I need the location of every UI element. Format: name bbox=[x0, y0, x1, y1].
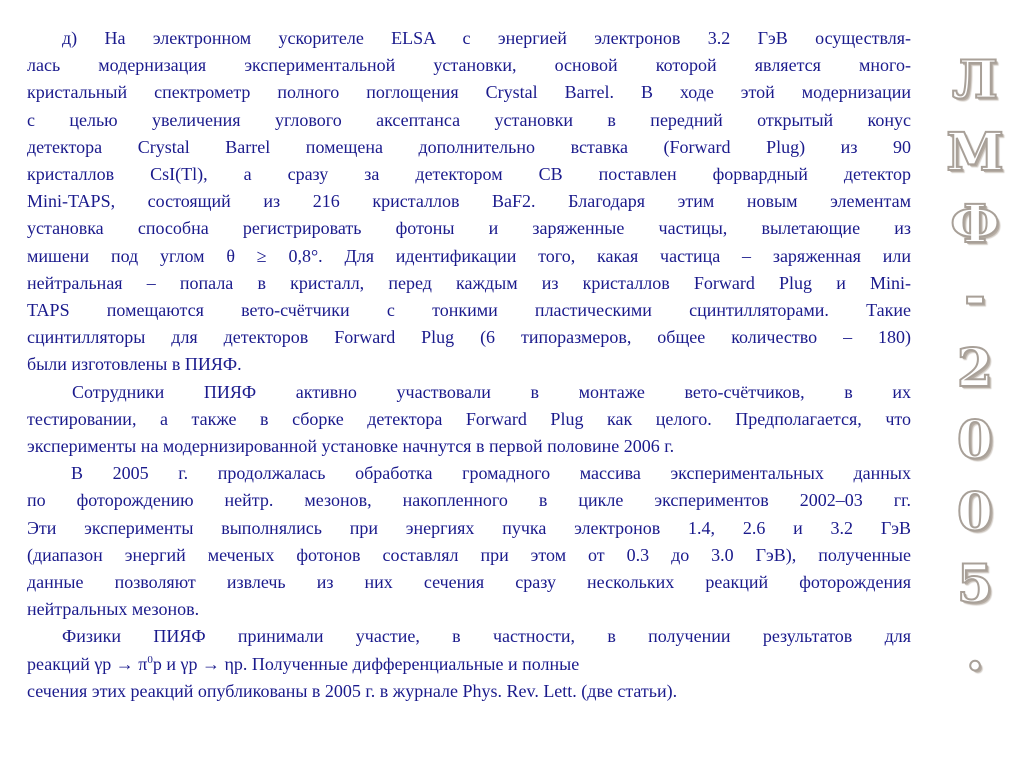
text-line: В 2005 г. продолжалась обработка громадного массива экспериментальных данных bbox=[71, 463, 911, 484]
text-line: с целью увеличения углового аксептанса установки в передний открытый конус bbox=[27, 109, 911, 130]
text-line: Mini-TAPS, состоящий из 216 кристаллов BaF2. Благодаря этим новым элементам bbox=[27, 191, 911, 212]
side-title-char: Л bbox=[952, 50, 998, 111]
text-line: детектора Crystal Barrel помещена дополнительно вставка (Forward Plug) из 90 bbox=[27, 136, 911, 157]
side-title-char: - bbox=[964, 266, 986, 327]
text-line: кристальный спектрометр полного поглощения Crystal Barrel. В ходе этой модернизации bbox=[27, 82, 911, 103]
paragraph-2 bbox=[27, 379, 911, 461]
side-title-char: М bbox=[946, 122, 1004, 183]
side-title-char: 2 bbox=[956, 338, 994, 399]
side-title-char: . bbox=[965, 622, 985, 683]
paragraph-3 bbox=[27, 460, 911, 623]
text-line: д) На электронном ускорителе ELSA с энергией электронов 3.2 ГэВ осуществля- bbox=[62, 28, 911, 48]
document-body bbox=[27, 25, 911, 705]
side-title-char: 0 bbox=[956, 482, 994, 543]
pion-charge-superscript: 0 bbox=[147, 653, 153, 666]
text-line: Эти эксперименты выполнялись при энергиях пучка электронов 1.4, 2.6 и 3.2 ГэВ bbox=[27, 517, 911, 538]
text-line: Сотрудники ПИЯФ активно участвовали в монтаже вето-счётчиков, в их bbox=[72, 381, 911, 402]
text-line: тестировании, а также в сборке детектора Forward Plug как целого. Предполагается, что bbox=[27, 408, 911, 429]
formula-suffix: p и γp → ηp. Полученные дифференциальные и полные bbox=[152, 653, 580, 674]
text-line: кристаллов CsI(Tl), а сразу за детектором CB поставлен форвардный детектор bbox=[27, 164, 911, 185]
text-line: эксперименты на модернизированной установке начнутся в первой половине 2006 г. bbox=[27, 436, 675, 457]
paragraph-4 bbox=[27, 623, 911, 705]
side-title-char: Ф bbox=[950, 194, 1000, 255]
side-title-char: 0 bbox=[956, 410, 994, 471]
side-title-lmf-2005 bbox=[932, 50, 1018, 690]
text-line: нейтральных мезонов. bbox=[27, 599, 200, 620]
text-line: по фоторождению нейтр. мезонов, накопленного в цикле экспериментов 2002–03 гг. bbox=[27, 490, 911, 511]
text-line: установка способна регистрировать фотоны и заряженные частицы, вылетающие из bbox=[27, 218, 911, 239]
side-title-char: 5 bbox=[956, 554, 994, 615]
paragraph-1 bbox=[27, 25, 911, 379]
text-line: нейтральная – попала в кристалл, перед каждым из кристаллов Forward Plug и Mini- bbox=[27, 272, 911, 293]
text-line: сцинтилляторы для детекторов Forward Plug (6 типоразмеров, общее количество – 180) bbox=[27, 327, 911, 348]
text-line-formula bbox=[27, 651, 911, 678]
text-line: Физики ПИЯФ принимали участие, в частности, в получении результатов для bbox=[62, 626, 911, 647]
text-line: мишени под углом θ ≥ 0,8°. Для идентификации того, какая частица – заряженная или bbox=[27, 245, 911, 266]
text-line: сечения этих реакций опубликованы в 2005 г. в журнале Phys. Rev. Lett. (две статьи). bbox=[27, 680, 678, 701]
text-line: были изготовлены в ПИЯФ. bbox=[27, 354, 242, 375]
text-line: (диапазон энергий меченых фотонов составлял при этом от 0.3 до 3.0 ГэВ), полученные bbox=[27, 544, 911, 565]
text-line: TAPS помещаются вето-счётчики с тонкими пластическими сцинтилляторами. Такие bbox=[27, 300, 911, 321]
text-line: лась модернизация экспериментальной установки, основой которой является много- bbox=[27, 55, 911, 76]
text-line: данные позволяют извлечь из них сечения сразу нескольких реакций фоторождения bbox=[27, 572, 911, 593]
formula-prefix: реакций γp → π bbox=[27, 653, 148, 674]
